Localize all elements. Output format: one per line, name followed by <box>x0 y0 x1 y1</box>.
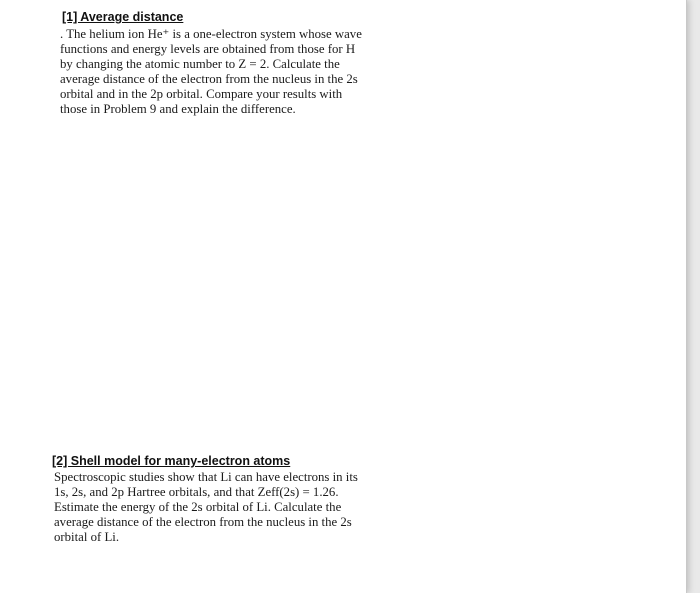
problem-1-line <box>60 27 362 42</box>
problem-1-line: average distance of the electron from the nucleus in the 2s <box>60 72 358 87</box>
problem-2-heading: [2] Shell model for many-electron atoms <box>52 454 291 468</box>
problem-2-line: Estimate the energy of the 2s orbital of Li. Calculate the <box>54 500 342 515</box>
problem-2-line: Spectroscopic studies show that Li can have electrons in its <box>54 470 358 484</box>
bullet-marker: . <box>60 27 64 41</box>
problem-1-line-text: The helium ion He⁺ is a one-electron system whose wave <box>66 27 362 41</box>
problem-1-line: orbital and in the 2p orbital. Compare your results with <box>60 87 343 102</box>
problem-2-line: orbital of Li. <box>54 530 120 545</box>
problem-2-line: average distance of the electron from the nucleus in the 2s <box>54 515 352 530</box>
problem-1-text <box>60 27 362 118</box>
problem-1-line: those in Problem 9 and explain the difference. <box>60 102 296 117</box>
problem-1-line: by changing the atomic number to Z = 2. Calculate the <box>60 57 340 72</box>
problem-1-heading: [1] Average distance <box>62 10 184 24</box>
problem-2-line: 1s, 2s, and 2p Hartree orbitals, and that Zeff(2s) = 1.26. <box>54 485 339 500</box>
problem-2-text <box>54 470 358 545</box>
problem-1-line: functions and energy levels are obtained from those for H <box>60 42 356 57</box>
